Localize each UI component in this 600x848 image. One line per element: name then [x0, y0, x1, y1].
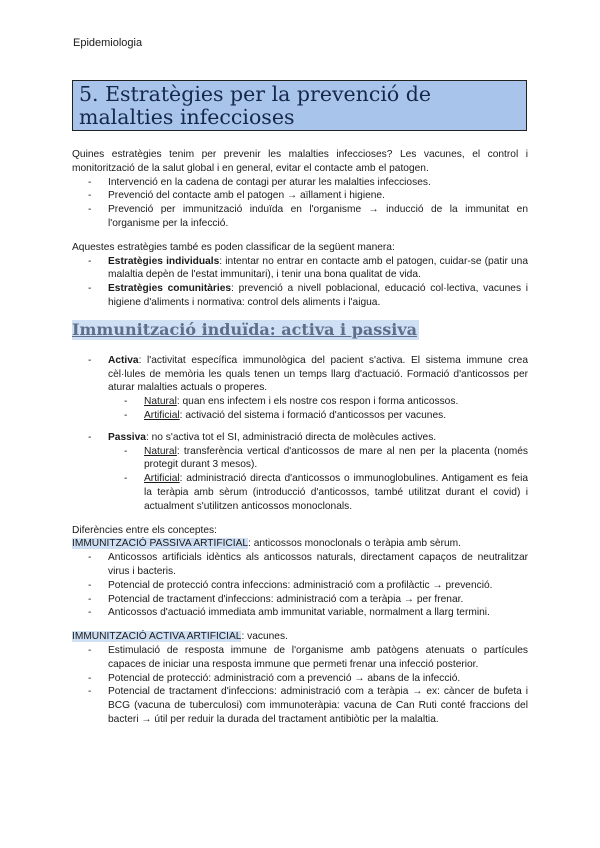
- definition: : prevenció a nivell poblacional, educació col·lectiva, vacunes i higiene d'aliments i normativa: control dels aliments i l'aigua.: [108, 283, 529, 308]
- sublist-item: [108, 395, 528, 409]
- list-item: - Potencial de tractament d'infeccions: administració com a teràpia → per frenar.: [72, 593, 528, 607]
- term: Activa: [108, 354, 139, 366]
- list-item-activa: [72, 354, 528, 423]
- list-item: - Estimulació de resposta immune de l'organisme amb patògens atenuats o partícules capaces de iniciar una resposta immune que permeti frenar una infecció posterior.: [72, 644, 528, 672]
- highlight-label: IMMUNITZACIÓ ACTIVA ARTIFICIAL: [72, 631, 242, 643]
- document-body: [72, 148, 528, 727]
- term: Estratègies individuals: [108, 255, 220, 267]
- list-item: [72, 255, 528, 283]
- chapter-title: 5. Estratègies per la prevenció de malalties infeccioses: [72, 80, 527, 131]
- list-item-passiva: [72, 431, 528, 514]
- definition: : l'activitat específica immunològica del pacient s'activa. El sistema immune crea cèl·lules de memòria les quals tenen un temps llarg d'actuació. Formació d'anticossos per aturar malalties actuals o properes.: [108, 354, 528, 394]
- intro-list: [72, 176, 528, 231]
- list-item: - Prevenció del contacte amb el patogen → aïllament i higiene.: [72, 189, 528, 203]
- heading-rest: : vacunes.: [241, 631, 288, 643]
- heading-rest: : anticossos monoclonals o teràpia amb sèrum.: [248, 538, 461, 550]
- differences-lead: Diferències entre els conceptes:: [72, 524, 217, 536]
- sublist: [108, 395, 528, 423]
- term: Artificial: [144, 473, 180, 485]
- definition: : quan ens infectem i els nostre cos respon i forma anticossos.: [176, 396, 459, 408]
- immunization-list: [72, 354, 528, 514]
- list-item: - Potencial de protecció contra infeccions: administració com a profilàctic → prevenció.: [72, 579, 528, 593]
- term: Estratègies comunitàries: [108, 283, 232, 295]
- sublist-item: [108, 445, 528, 473]
- highlight-label: IMMUNITZACIÓ PASSIVA ARTIFICIAL: [72, 538, 249, 550]
- sublist-item: [108, 409, 528, 423]
- list-item: - Potencial de protecció: administració com a prevenció → abans de la infecció.: [72, 672, 528, 686]
- sublist: [108, 445, 528, 514]
- running-header: Epidemiologia: [73, 37, 143, 49]
- passive-artificial-heading: [72, 537, 528, 551]
- definition: : no s'activa tot el SI, administració directa de molècules actives.: [145, 431, 437, 443]
- passive-list: [72, 551, 528, 620]
- active-list: [72, 644, 528, 727]
- term: Natural: [144, 396, 177, 408]
- list-item: - Intervenció en la cadena de contagi per aturar les malalties infeccioses.: [72, 176, 528, 190]
- term: Artificial: [144, 409, 180, 421]
- list-item: - Potencial de tractament d'infeccions: administració com a teràpia → ex: càncer de bufeta i BCG (vacuna de tuberculosi) com immunoteràpia: vacuna de Can Ruti conté fraccions del bacteri → útil per reduir la durada del tractament antibiòtic per la malaltia.: [72, 685, 528, 726]
- term: Passiva: [108, 431, 146, 443]
- list-item: - Prevenció per immunització induïda en l'organisme → inducció de la immunitat en l'organisme per la infecció.: [72, 203, 528, 231]
- definition: : administració directa d'anticossos o immunoglobulines. Antigament es feia la teràpia amb sèrum (introducció d'anticossos, també utilitzat durant el covid) i actualment s'utilitzen anticossos monoclonals.: [144, 473, 528, 512]
- spacer: [72, 423, 528, 431]
- definition: : activació del sistema i formació d'anticossos per vacunes.: [179, 409, 447, 421]
- list-item: - Anticossos artificials idèntics als anticossos naturals, directament capaços de neutralitzar virus i bacteris.: [72, 551, 528, 579]
- list-item: [72, 282, 528, 310]
- term: Natural: [144, 445, 177, 457]
- sublist-item: [108, 472, 528, 513]
- active-artificial-heading: [72, 630, 528, 644]
- intro-question: Quines estratègies tenim per prevenir les malalties infeccioses? Les vacunes, el control i monitorització de la salut global i en general, evitar el contacte amb el patogen.: [72, 149, 528, 174]
- definition: : transferència vertical d'anticossos de mare al nen per la placenta (només protegit durant 3 mesos).: [144, 445, 528, 471]
- classification-lead: Aquestes estratègies també es poden classificar de la següent manera:: [72, 241, 395, 253]
- definition: : intentar no entrar en contacte amb el patogen, cuidar-se (patir una malaltia depèn de l'estat immunitari), i tenir una bona qualitat de vida.: [108, 255, 529, 281]
- list-item: - Anticossos d'actuació immediata amb immunitat variable, normalment a llarg termini.: [72, 606, 528, 620]
- classification-list: [72, 255, 528, 310]
- section-heading: Immunització induïda: activa i passiva: [72, 319, 418, 339]
